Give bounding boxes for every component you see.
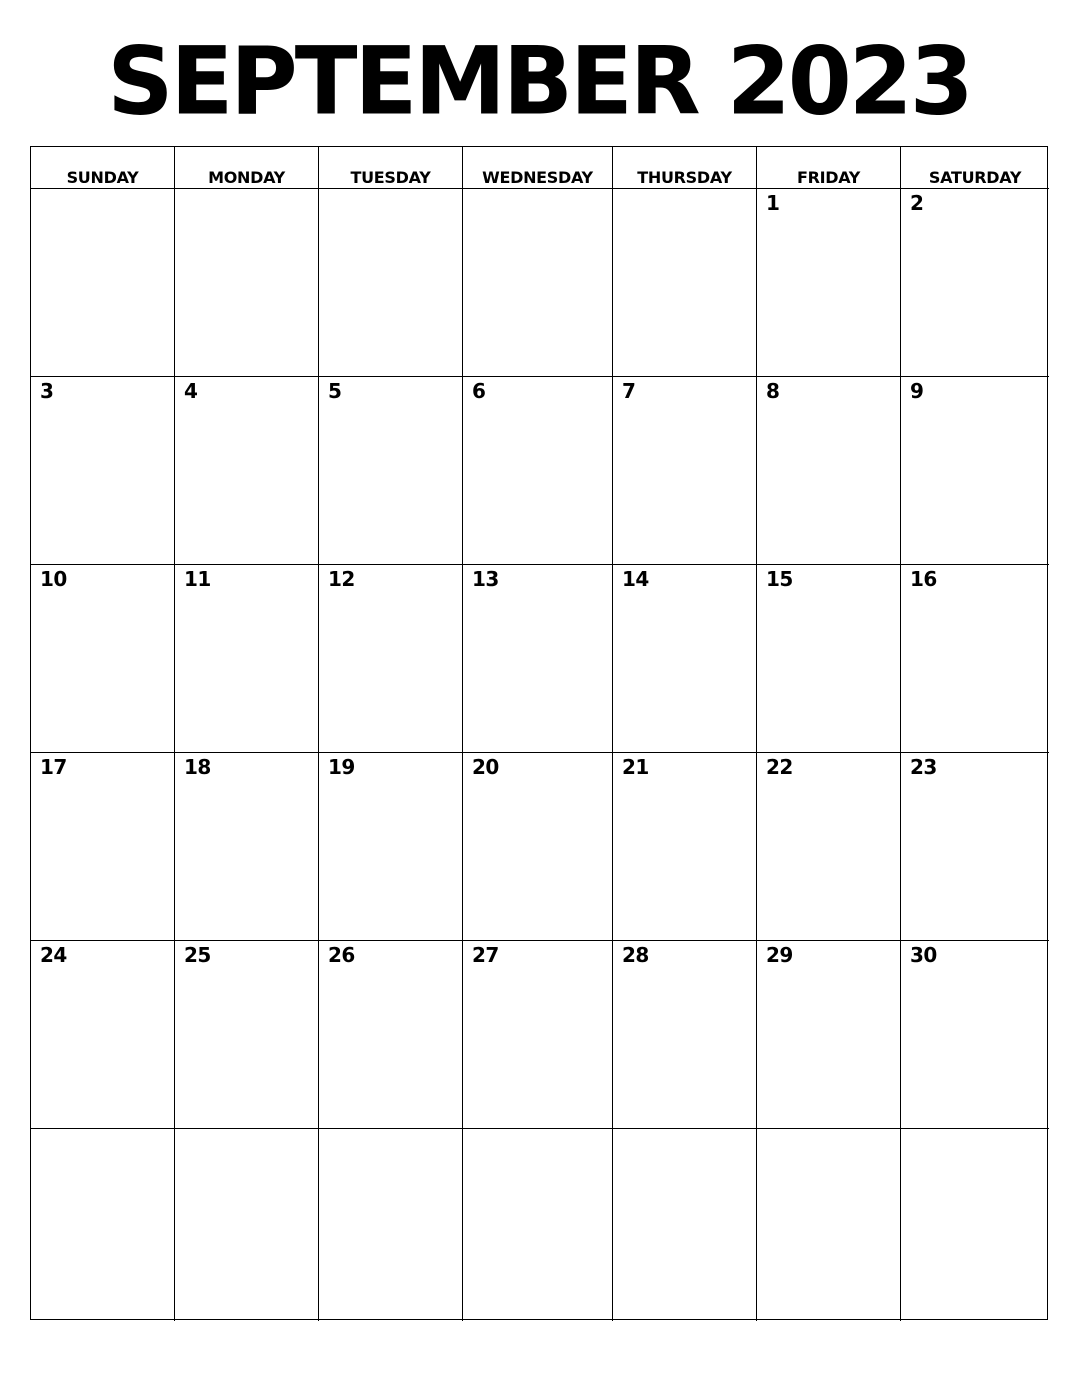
day-cell [757,941,901,1129]
day-cell [31,1129,175,1321]
day-number: 28 [622,943,649,967]
day-cell [901,189,1049,377]
calendar-title: SEPTEMBER 2023 [107,26,971,137]
weekday-header-monday: MONDAY [175,147,319,189]
weekday-header-friday: FRIDAY [757,147,901,189]
day-cell [757,1129,901,1321]
day-number: 8 [766,379,780,403]
day-cell [175,753,319,941]
day-number: 19 [328,755,355,779]
day-cell [901,1129,1049,1321]
day-number: 24 [40,943,67,967]
day-number: 27 [472,943,499,967]
calendar-grid [30,146,1048,1320]
day-number: 17 [40,755,67,779]
day-cell [463,565,613,753]
day-cell [901,565,1049,753]
day-cell [901,941,1049,1129]
day-cell [757,565,901,753]
day-cell [175,189,319,377]
day-cell [31,565,175,753]
day-number: 11 [184,567,211,591]
day-cell [613,189,757,377]
day-cell [319,189,463,377]
day-cell [463,377,613,565]
day-cell [613,377,757,565]
day-cell [319,1129,463,1321]
day-cell [613,1129,757,1321]
day-cell [31,753,175,941]
day-cell [319,377,463,565]
day-number: 4 [184,379,198,403]
day-number: 20 [472,755,499,779]
day-number: 3 [40,379,54,403]
day-number: 25 [184,943,211,967]
day-number: 29 [766,943,793,967]
day-cell [31,189,175,377]
day-number: 1 [766,191,780,215]
day-cell [463,1129,613,1321]
day-number: 10 [40,567,67,591]
day-cell [31,941,175,1129]
day-cell [319,941,463,1129]
day-cell [901,377,1049,565]
day-number: 12 [328,567,355,591]
weekday-header-thursday: THURSDAY [613,147,757,189]
day-cell [463,753,613,941]
day-number: 16 [910,567,937,591]
day-cell [175,1129,319,1321]
day-cell [463,189,613,377]
day-number: 5 [328,379,342,403]
weekday-header-sunday: SUNDAY [31,147,175,189]
day-cell [757,189,901,377]
day-number: 2 [910,191,924,215]
day-cell [319,565,463,753]
day-number: 9 [910,379,924,403]
day-number: 22 [766,755,793,779]
day-number: 6 [472,379,486,403]
day-cell [613,753,757,941]
day-number: 26 [328,943,355,967]
day-cell [175,565,319,753]
day-cell [757,377,901,565]
day-number: 23 [910,755,937,779]
day-number: 7 [622,379,636,403]
weekday-header-tuesday: TUESDAY [319,147,463,189]
day-number: 21 [622,755,649,779]
weekday-header-saturday: SATURDAY [901,147,1049,189]
weekday-header-wednesday: WEDNESDAY [463,147,613,189]
day-cell [463,941,613,1129]
day-number: 14 [622,567,649,591]
day-cell [613,565,757,753]
day-cell [31,377,175,565]
day-cell [757,753,901,941]
day-number: 18 [184,755,211,779]
day-cell [175,377,319,565]
day-number: 30 [910,943,937,967]
day-number: 13 [472,567,499,591]
day-cell [613,941,757,1129]
day-number: 15 [766,567,793,591]
day-cell [319,753,463,941]
day-cell [175,941,319,1129]
day-cell [901,753,1049,941]
